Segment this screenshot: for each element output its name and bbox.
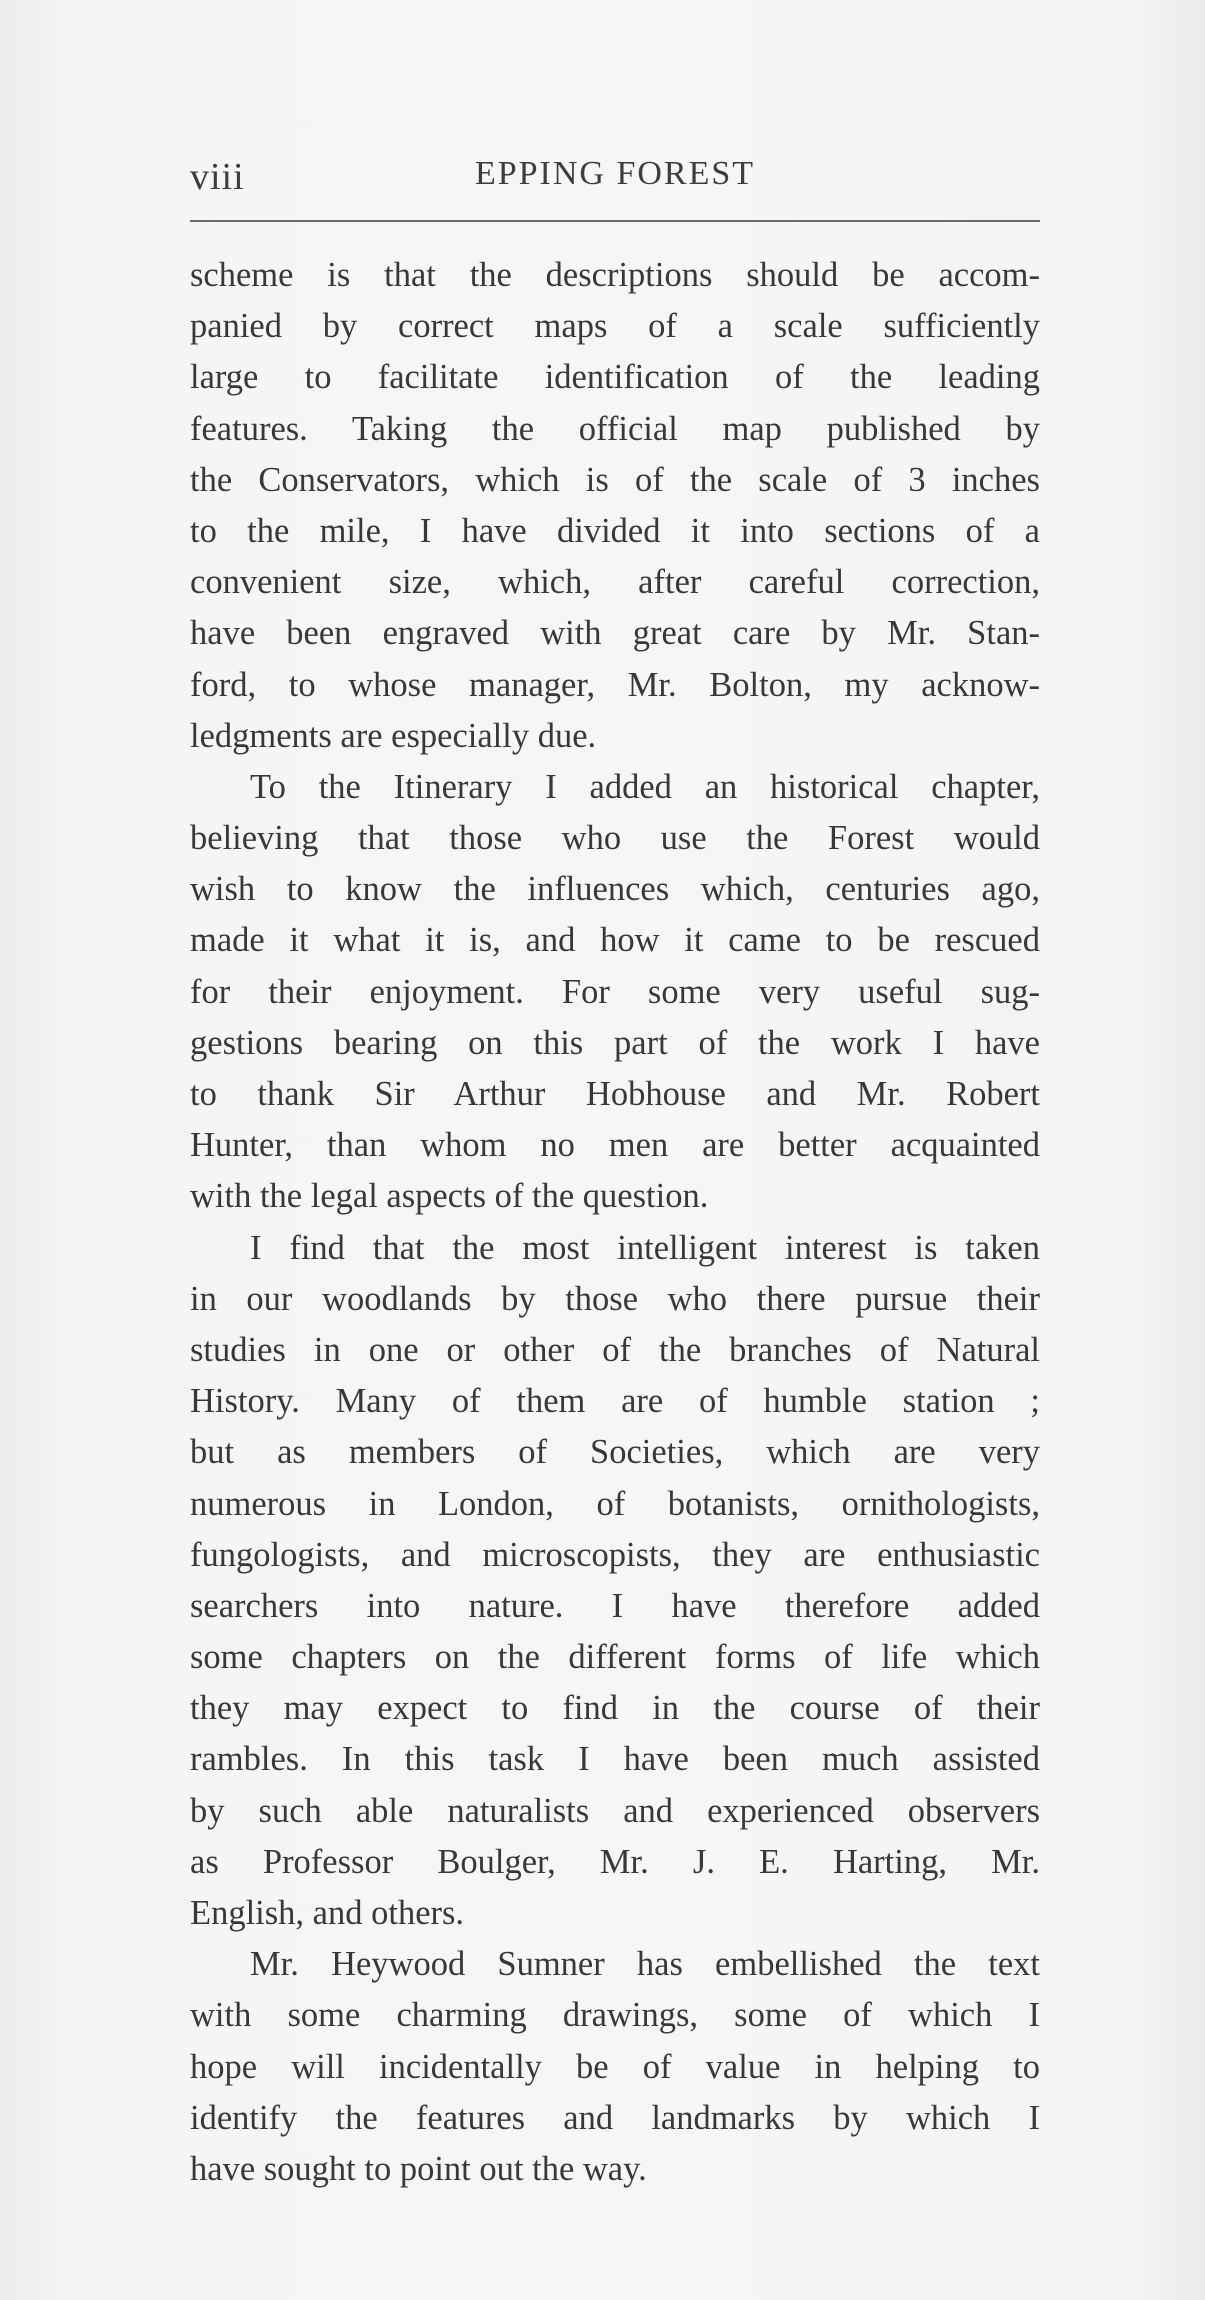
text-line: the Conservators, which is of the scale of 3 inches <box>190 460 1040 499</box>
text-line: have been engraved with great care by Mr. Stan- <box>190 614 1040 653</box>
text-line: identify the features and landmarks by which I <box>190 2098 1040 2137</box>
paragraph <box>190 1939 1040 2195</box>
text-line: rambles. In this task I have been much assisted <box>190 1740 1040 1779</box>
text-line: scheme is that the descriptions should be accom- <box>190 256 1040 294</box>
text-line: some chapters on the different forms of life which <box>190 1638 1040 1677</box>
text-line: ledgments are especially due. <box>190 716 597 755</box>
page-number: viii <box>190 156 245 198</box>
text-line: with some charming drawings, some of which I <box>190 1996 1040 2035</box>
text-line: gestions bearing on this part of the work I have <box>190 1023 1040 1062</box>
text-line: but as members of Societies, which are very <box>190 1433 1040 1472</box>
text-line: hope will incidentally be of value in helping to <box>190 2047 1040 2086</box>
text-line: with the legal aspects of the question. <box>190 1177 709 1216</box>
text-line: believing that those who use the Forest would <box>190 819 1040 858</box>
text-line: studies in one or other of the branches of Natural <box>190 1330 1040 1369</box>
text-line: in our woodlands by those who there pursue their <box>190 1279 1040 1318</box>
paragraph <box>190 762 1040 1223</box>
text-line: made it what it is, and how it came to be rescued <box>190 921 1040 960</box>
text-line: searchers into nature. I have therefore added <box>190 1586 1040 1625</box>
text-line: fungologists, and microscopists, they are enthusiastic <box>190 1535 1040 1574</box>
paragraph <box>190 1223 1040 1940</box>
body-text <box>190 250 1040 2195</box>
text-line: they may expect to find in the course of their <box>190 1689 1040 1728</box>
text-line: for their enjoyment. For some very useful sug- <box>190 972 1040 1011</box>
page-header <box>190 155 1040 215</box>
text-line: numerous in London, of botanists, ornithologists, <box>190 1484 1040 1523</box>
text-line: Hunter, than whom no men are better acquainted <box>190 1126 1040 1165</box>
text-line: History. Many of them are of humble station ; <box>190 1382 1040 1421</box>
text-line: features. Taking the official map published by <box>190 409 1040 448</box>
paragraph <box>190 250 1040 762</box>
text-line: To the Itinerary I added an historical chapter, <box>250 767 1040 806</box>
header-rule <box>190 220 1040 222</box>
text-line: I find that the most intelligent interest is taken <box>250 1228 1040 1267</box>
text-line: panied by correct maps of a scale sufficiently <box>190 307 1040 346</box>
text-line: by such able naturalists and experienced observers <box>190 1791 1040 1830</box>
text-line: ford, to whose manager, Mr. Bolton, my acknow- <box>190 665 1040 704</box>
text-line: large to facilitate identification of the leading <box>190 358 1040 397</box>
text-line: Mr. Heywood Sumner has embellished the text <box>250 1945 1040 1984</box>
text-line: as Professor Boulger, Mr. J. E. Harting, Mr. <box>190 1842 1040 1881</box>
text-line: to thank Sir Arthur Hobhouse and Mr. Robert <box>190 1075 1040 1113</box>
text-line: English, and others. <box>190 1894 465 1932</box>
text-line: wish to know the influences which, centuries ago, <box>190 870 1040 909</box>
text-line: convenient size, which, after careful correction, <box>190 563 1040 602</box>
running-head: EPPING FOREST <box>474 155 756 192</box>
text-line: to the mile, I have divided it into sections of a <box>190 511 1040 550</box>
text-line: have sought to point out the way. <box>190 2149 647 2188</box>
